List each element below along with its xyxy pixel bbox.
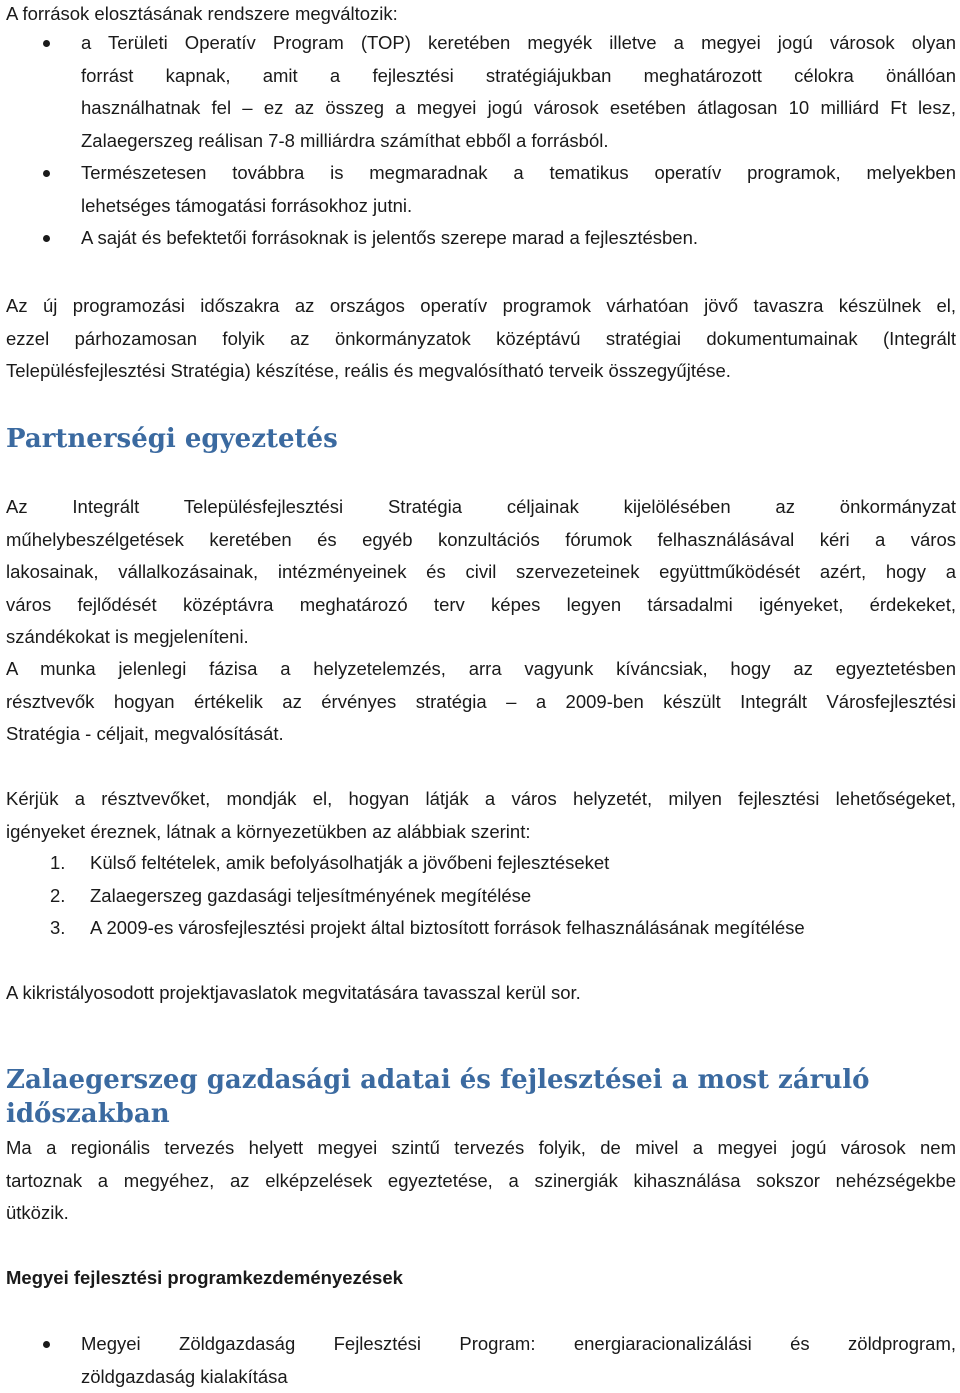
bullet-line: Megyei Zöldgazdaság Fejlesztési Program: energiaracionalizálási és zöldprogram, — [81, 1328, 956, 1361]
text-line: Az Integrált Településfejlesztési Stratégia céljainak kijelölésében az önkormányzat — [6, 491, 956, 524]
bullet-line: forrást kapnak, amit a fejlesztési stratégiájukban meghatározott célokra önállóan — [81, 60, 956, 93]
bullet-item — [6, 222, 956, 255]
bullet-line: Zalaegerszeg reálisan 7-8 milliárdra számíthat ebből a forrásból. — [81, 125, 956, 158]
item-number: 2. — [50, 880, 65, 913]
bullet-icon — [43, 40, 50, 47]
numbered-item — [6, 912, 956, 945]
paragraph-current-phase — [6, 653, 956, 751]
text-line: Településfejlesztési Stratégia) készítése, reális és megvalósítható terveik összegyűjtése. — [6, 355, 956, 388]
item-text: Zalaegerszeg gazdasági teljesítményének megítélése — [90, 885, 531, 906]
text-line: műhelybeszélgetések keretében és egyéb konzultációs fórumok felhasználásával kéri a város — [6, 524, 956, 557]
funding-bullet-list — [6, 27, 956, 255]
item-number: 3. — [50, 912, 65, 945]
text-line: lakosainak, vállalkozásainak, intézményeinek és civil szervezeteinek együttműködését azért, hogy a — [6, 556, 956, 589]
bullet-item — [6, 1328, 956, 1393]
text-line: Ma a regionális tervezés helyett megyei szintű tervezés folyik, de mivel a megyei jogú városok nem — [6, 1132, 956, 1165]
numbered-item — [6, 847, 956, 880]
paragraph-request — [6, 783, 956, 848]
text-line: ezzel párhozamosan folyik az önkormányzatok középtávú stratégiai dokumentumainak (Integrált — [6, 323, 956, 356]
item-number: 1. — [50, 847, 65, 880]
text-line: szándékokat is megjeleníteni. — [6, 621, 956, 654]
bullet-line: lehetséges támogatási forrásokhoz jutni. — [81, 190, 956, 223]
bullet-line: a Területi Operatív Program (TOP) keretében megyék illetve a megyei jogú városok olyan — [81, 27, 956, 60]
paragraph-spring-discussion: A kikristályosodott projektjavaslatok megvitatására tavasszal kerül sor. — [6, 977, 956, 1010]
text-line: tartoznak a megyéhez, az elképzelések egyeztetése, a szinergiák kihasználása sokszor nehézségekbe — [6, 1165, 956, 1198]
numbered-item — [6, 880, 956, 913]
text-line: Kérjük a résztvevőket, mondják el, hogyan látják a város helyzetét, milyen fejlesztési lehetőségeket, — [6, 783, 956, 816]
bullet-line: Természetesen továbbra is megmaradnak a tematikus operatív programok, melyekben — [81, 157, 956, 190]
bullet-line: A saját és befektetői forrásoknak is jelentős szerepe marad a fejlesztésben. — [81, 222, 956, 255]
subheading-county-programs: Megyei fejlesztési programkezdeményezések — [6, 1262, 956, 1295]
paragraph-strategy-goals — [6, 491, 956, 654]
bullet-icon — [43, 170, 50, 177]
bullet-item — [6, 27, 956, 157]
paragraph-regional-planning — [6, 1132, 956, 1230]
section-heading-economic-data: Zalaegerszeg gazdasági adatai és fejlesztései a most záruló időszakban — [6, 1063, 960, 1131]
county-programs-bullet-list — [6, 1328, 956, 1393]
section-heading-partnership: Partnerségi egyeztetés — [6, 422, 338, 456]
bullet-item — [6, 157, 956, 222]
text-line: A munka jelenlegi fázisa a helyzetelemzés, arra vagyunk kíváncsiak, hogy az egyeztetésben — [6, 653, 956, 686]
item-text: A 2009-es városfejlesztési projekt által biztosított források felhasználásának megítélése — [90, 917, 805, 938]
text-line: Stratégia - céljait, megvalósítását. — [6, 718, 956, 751]
bullet-icon — [43, 1341, 50, 1348]
text-line: ütközik. — [6, 1197, 956, 1230]
text-line: város fejlődését középtávra meghatározó terv képes legyen társadalmi igényeket, érdekeket, — [6, 589, 956, 622]
bullet-line: használhatnak fel – ez az összeg a megyei jogú városok esetében átlagosan 10 milliárd Ft lesz, — [81, 92, 956, 125]
intro-text: A források elosztásának rendszere megváltozik: — [6, 0, 956, 31]
bullet-icon — [43, 235, 50, 242]
text-line: Az új programozási időszakra az országos operatív programok várhatóan jövő tavaszra készülnek el, — [6, 290, 956, 323]
item-text: Külső feltételek, amik befolyásolhatják a jövőbeni fejlesztéseket — [90, 852, 609, 873]
paragraph-programming-period — [6, 290, 956, 388]
text-line: igényeket éreznek, látnak a környezetükben az alábbiak szerint: — [6, 816, 956, 849]
bullet-line: zöldgazdaság kialakítása — [81, 1361, 956, 1393]
numbered-list — [6, 847, 956, 945]
text-line: résztvevők hogyan értékelik az érvényes stratégia – a 2009-ben készült Integrált Városfejlesztési — [6, 686, 956, 719]
